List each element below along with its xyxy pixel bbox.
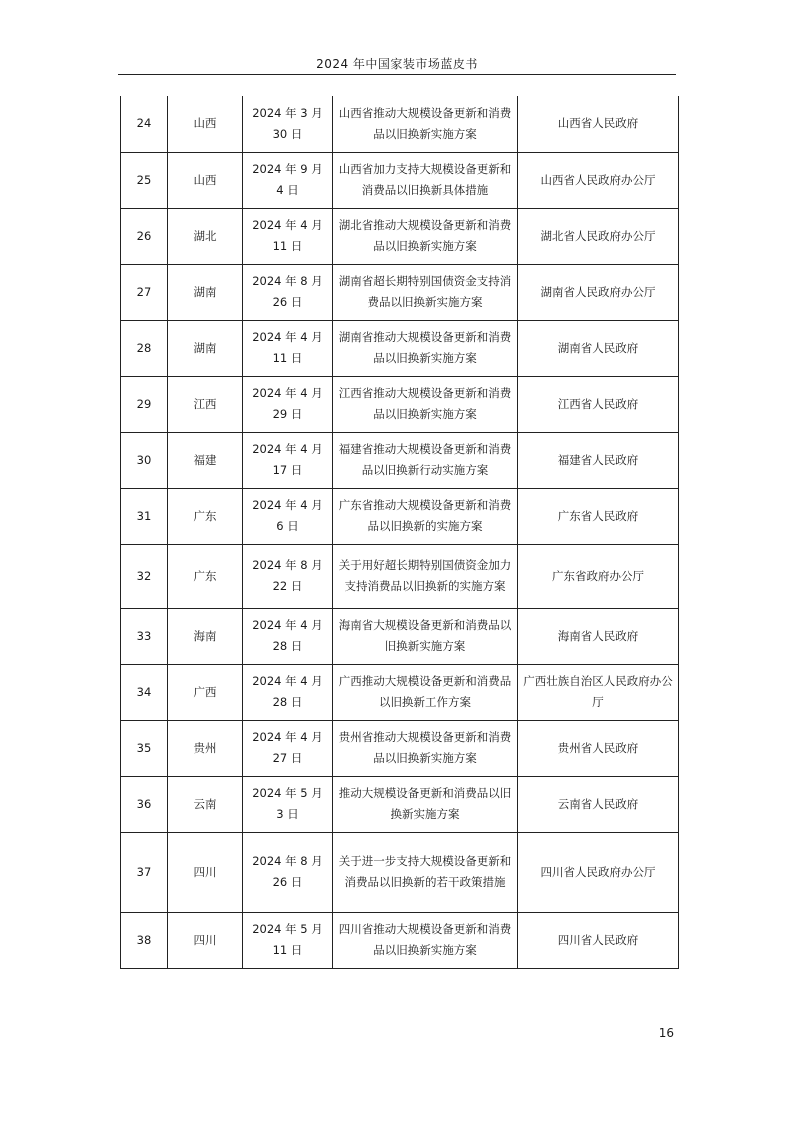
row-number: 28	[121, 320, 168, 376]
row-number: 31	[121, 488, 168, 544]
row-issuer: 湖南省人民政府办公厅	[518, 264, 679, 320]
page-number: 16	[658, 1026, 674, 1040]
page-header-title: 2024 年中国家装市场蓝皮书	[316, 57, 478, 71]
row-province: 湖南	[168, 264, 243, 320]
row-date: 2024 年 4 月 28 日	[243, 608, 333, 664]
row-date: 2024 年 4 月 17 日	[243, 432, 333, 488]
row-issuer: 福建省人民政府	[518, 432, 679, 488]
row-issuer: 四川省人民政府	[518, 912, 679, 968]
row-issuer: 四川省人民政府办公厅	[518, 832, 679, 912]
row-province: 湖北	[168, 208, 243, 264]
table-row	[121, 376, 679, 432]
row-number: 38	[121, 912, 168, 968]
row-policy-title: 山西省推动大规模设备更新和消费品以旧换新实施方案	[333, 96, 518, 152]
row-number: 37	[121, 832, 168, 912]
row-policy-title: 推动大规模设备更新和消费品以旧换新实施方案	[333, 776, 518, 832]
table-row	[121, 96, 679, 152]
row-date: 2024 年 8 月 26 日	[243, 832, 333, 912]
row-date: 2024 年 4 月 29 日	[243, 376, 333, 432]
row-number: 30	[121, 432, 168, 488]
row-policy-title: 海南省大规模设备更新和消费品以旧换新实施方案	[333, 608, 518, 664]
table-row	[121, 664, 679, 720]
row-issuer: 江西省人民政府	[518, 376, 679, 432]
row-province: 广东	[168, 544, 243, 608]
row-date: 2024 年 4 月 6 日	[243, 488, 333, 544]
row-province: 湖南	[168, 320, 243, 376]
table-row	[121, 208, 679, 264]
row-date: 2024 年 4 月 27 日	[243, 720, 333, 776]
table-row	[121, 544, 679, 608]
row-province: 广西	[168, 664, 243, 720]
row-issuer: 贵州省人民政府	[518, 720, 679, 776]
row-issuer: 广东省人民政府	[518, 488, 679, 544]
row-date: 2024 年 4 月 11 日	[243, 320, 333, 376]
table-row	[121, 832, 679, 912]
table-row	[121, 608, 679, 664]
row-date: 2024 年 8 月 26 日	[243, 264, 333, 320]
row-issuer: 云南省人民政府	[518, 776, 679, 832]
row-policy-title: 福建省推动大规模设备更新和消费品以旧换新行动实施方案	[333, 432, 518, 488]
row-issuer: 湖南省人民政府	[518, 320, 679, 376]
row-issuer: 湖北省人民政府办公厅	[518, 208, 679, 264]
row-province: 福建	[168, 432, 243, 488]
row-number: 24	[121, 96, 168, 152]
row-province: 江西	[168, 376, 243, 432]
row-issuer: 山西省人民政府	[518, 96, 679, 152]
row-number: 26	[121, 208, 168, 264]
row-number: 27	[121, 264, 168, 320]
row-issuer: 广西壮族自治区人民政府办公厅	[518, 664, 679, 720]
row-province: 山西	[168, 152, 243, 208]
row-date: 2024 年 3 月 30 日	[243, 96, 333, 152]
row-issuer: 海南省人民政府	[518, 608, 679, 664]
row-date: 2024 年 4 月 11 日	[243, 208, 333, 264]
row-policy-title: 山西省加力支持大规模设备更新和消费品以旧换新具体措施	[333, 152, 518, 208]
row-date: 2024 年 8 月 22 日	[243, 544, 333, 608]
table-row	[121, 720, 679, 776]
row-number: 32	[121, 544, 168, 608]
table-row	[121, 776, 679, 832]
table-row	[121, 432, 679, 488]
row-date: 2024 年 5 月 3 日	[243, 776, 333, 832]
row-issuer: 山西省人民政府办公厅	[518, 152, 679, 208]
table-row	[121, 320, 679, 376]
row-date: 2024 年 9 月 4 日	[243, 152, 333, 208]
row-policy-title: 湖北省推动大规模设备更新和消费品以旧换新实施方案	[333, 208, 518, 264]
row-number: 29	[121, 376, 168, 432]
row-policy-title: 关于用好超长期特别国债资金加力支持消费品以旧换新的实施方案	[333, 544, 518, 608]
row-policy-title: 江西省推动大规模设备更新和消费品以旧换新实施方案	[333, 376, 518, 432]
row-policy-title: 四川省推动大规模设备更新和消费品以旧换新实施方案	[333, 912, 518, 968]
row-province: 四川	[168, 912, 243, 968]
row-province: 海南	[168, 608, 243, 664]
row-number: 35	[121, 720, 168, 776]
table-row	[121, 152, 679, 208]
row-policy-title: 湖南省超长期特别国债资金支持消费品以旧换新实施方案	[333, 264, 518, 320]
row-policy-title: 广西推动大规模设备更新和消费品以旧换新工作方案	[333, 664, 518, 720]
row-number: 34	[121, 664, 168, 720]
policy-table	[120, 96, 679, 969]
row-policy-title: 贵州省推动大规模设备更新和消费品以旧换新实施方案	[333, 720, 518, 776]
row-number: 33	[121, 608, 168, 664]
table-row	[121, 264, 679, 320]
row-province: 贵州	[168, 720, 243, 776]
row-province: 云南	[168, 776, 243, 832]
row-province: 四川	[168, 832, 243, 912]
row-number: 25	[121, 152, 168, 208]
header-divider	[118, 74, 676, 75]
row-date: 2024 年 5 月 11 日	[243, 912, 333, 968]
table-row	[121, 912, 679, 968]
row-policy-title: 广东省推动大规模设备更新和消费品以旧换新的实施方案	[333, 488, 518, 544]
table-row	[121, 488, 679, 544]
row-policy-title: 湖南省推动大规模设备更新和消费品以旧换新实施方案	[333, 320, 518, 376]
row-policy-title: 关于进一步支持大规模设备更新和消费品以旧换新的若干政策措施	[333, 832, 518, 912]
row-province: 山西	[168, 96, 243, 152]
row-issuer: 广东省政府办公厅	[518, 544, 679, 608]
row-date: 2024 年 4 月 28 日	[243, 664, 333, 720]
row-province: 广东	[168, 488, 243, 544]
row-number: 36	[121, 776, 168, 832]
